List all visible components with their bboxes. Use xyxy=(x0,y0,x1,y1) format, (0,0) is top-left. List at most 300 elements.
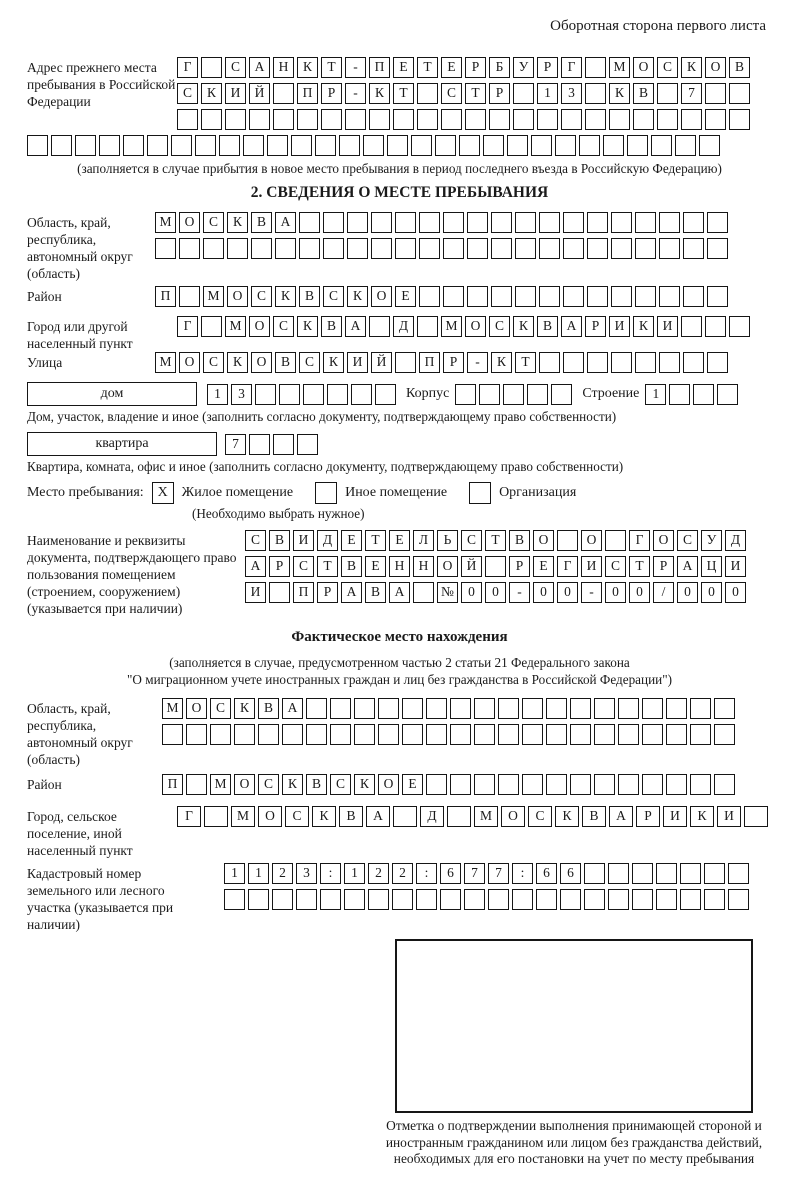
char-cell xyxy=(563,286,584,307)
char-cell xyxy=(162,724,183,745)
char-cell: Р xyxy=(489,83,510,104)
char-cell: 7 xyxy=(225,434,246,455)
house-caption: Дом, участок, владение и иное (заполнить согласно документу, подтверждающему право собственности) xyxy=(27,409,617,424)
char-cell xyxy=(291,135,312,156)
char-cell xyxy=(632,863,653,884)
char-cell: Д xyxy=(725,530,746,551)
char-cell xyxy=(219,135,240,156)
char-cell xyxy=(330,698,351,719)
char-cell: Й xyxy=(371,352,392,373)
char-cell: А xyxy=(282,698,303,719)
char-cell xyxy=(587,238,608,259)
char-cell: С xyxy=(657,57,678,78)
char-cell: О xyxy=(501,806,525,827)
char-cell xyxy=(186,724,207,745)
char-cell: С xyxy=(330,774,351,795)
char-cell: В xyxy=(729,57,750,78)
char-cell xyxy=(251,238,272,259)
char-cell xyxy=(243,135,264,156)
char-cell xyxy=(563,352,584,373)
char-cell: С xyxy=(441,83,462,104)
char-cell: С xyxy=(677,530,698,551)
char-cell: И xyxy=(657,316,678,337)
char-cell xyxy=(321,109,342,130)
char-cell xyxy=(179,286,200,307)
char-cell xyxy=(584,889,605,910)
char-cell xyxy=(395,212,416,233)
char-cell xyxy=(491,212,512,233)
char-cell xyxy=(563,212,584,233)
char-cell: П xyxy=(297,83,318,104)
char-cell xyxy=(705,83,726,104)
char-cell xyxy=(744,806,768,827)
char-cell xyxy=(447,806,471,827)
char-cell xyxy=(177,109,198,130)
char-cell xyxy=(371,212,392,233)
char-cell: : xyxy=(320,863,341,884)
option-zhiloe-label: Жилое помещение xyxy=(181,485,294,500)
char-cell: С xyxy=(245,530,266,551)
cadastral-row-1 xyxy=(224,863,749,884)
char-cell xyxy=(474,724,495,745)
char-cell xyxy=(729,316,750,337)
fact-city-block xyxy=(27,806,772,859)
char-cell xyxy=(656,863,677,884)
char-cell xyxy=(315,135,336,156)
char-cell: И xyxy=(663,806,687,827)
char-cell xyxy=(269,582,290,603)
char-cell xyxy=(570,774,591,795)
house-number-cells xyxy=(207,384,396,405)
char-cell: В xyxy=(299,286,320,307)
char-cell: С xyxy=(210,698,231,719)
char-cell xyxy=(179,238,200,259)
char-cell xyxy=(393,806,417,827)
char-cell: О xyxy=(633,57,654,78)
char-cell xyxy=(611,352,632,373)
char-cell: К xyxy=(227,212,248,233)
checkbox-zhiloe: X xyxy=(152,482,174,504)
char-cell: Е xyxy=(365,556,386,577)
city-label: Город или другой населенный пункт xyxy=(27,319,133,351)
char-cell: С xyxy=(203,352,224,373)
char-cell: Й xyxy=(249,83,270,104)
char-cell: О xyxy=(653,530,674,551)
char-cell: 1 xyxy=(645,384,666,405)
char-cell: О xyxy=(581,530,602,551)
char-cell xyxy=(123,135,144,156)
char-cell: С xyxy=(225,57,246,78)
char-cell xyxy=(515,212,536,233)
char-cell: К xyxy=(234,698,255,719)
char-cell xyxy=(585,83,606,104)
char-cell xyxy=(705,109,726,130)
char-cell xyxy=(585,109,606,130)
char-cell: О xyxy=(465,316,486,337)
char-cell xyxy=(75,135,96,156)
prev-address-label: Адрес прежнего места пребывания в Российской Федерации xyxy=(27,60,176,109)
char-cell: Г xyxy=(177,57,198,78)
char-cell: Ц xyxy=(701,556,722,577)
char-cell xyxy=(297,434,318,455)
char-cell xyxy=(594,774,615,795)
city-row xyxy=(177,316,750,337)
char-cell: 0 xyxy=(485,582,506,603)
char-cell xyxy=(522,698,543,719)
char-cell xyxy=(417,316,438,337)
char-cell: К xyxy=(491,352,512,373)
cadastral-block xyxy=(27,863,772,933)
document-row-1 xyxy=(245,530,746,551)
char-cell xyxy=(272,889,293,910)
char-cell xyxy=(705,316,726,337)
char-cell xyxy=(539,238,560,259)
char-cell: И xyxy=(717,806,741,827)
char-cell: В xyxy=(275,352,296,373)
char-cell: Т xyxy=(485,530,506,551)
char-cell xyxy=(539,212,560,233)
char-cell xyxy=(608,863,629,884)
char-cell xyxy=(27,135,48,156)
char-cell xyxy=(714,698,735,719)
char-cell xyxy=(296,889,317,910)
char-cell: К xyxy=(555,806,579,827)
char-cell xyxy=(618,724,639,745)
char-cell: В xyxy=(509,530,530,551)
char-cell: Р xyxy=(269,556,290,577)
char-cell xyxy=(546,698,567,719)
char-cell: К xyxy=(369,83,390,104)
char-cell xyxy=(707,238,728,259)
char-cell xyxy=(402,724,423,745)
char-cell: Т xyxy=(629,556,650,577)
char-cell: : xyxy=(416,863,437,884)
char-cell: Д xyxy=(420,806,444,827)
char-cell xyxy=(275,238,296,259)
char-cell xyxy=(435,135,456,156)
char-cell xyxy=(419,238,440,259)
char-cell xyxy=(234,724,255,745)
char-cell xyxy=(171,135,192,156)
char-cell: У xyxy=(701,530,722,551)
char-cell xyxy=(522,774,543,795)
char-cell: К xyxy=(354,774,375,795)
street-row xyxy=(155,352,728,373)
char-cell: Е xyxy=(402,774,423,795)
char-cell: И xyxy=(245,582,266,603)
char-cell: О xyxy=(249,316,270,337)
char-cell xyxy=(450,724,471,745)
char-cell xyxy=(320,889,341,910)
char-cell xyxy=(561,109,582,130)
checkbox-inoe xyxy=(315,482,337,504)
char-cell: Т xyxy=(317,556,338,577)
char-cell xyxy=(570,724,591,745)
char-cell: К xyxy=(282,774,303,795)
char-cell xyxy=(657,109,678,130)
char-cell xyxy=(273,83,294,104)
char-cell xyxy=(327,384,348,405)
char-cell xyxy=(344,889,365,910)
char-cell xyxy=(483,135,504,156)
char-cell: 2 xyxy=(272,863,293,884)
char-cell xyxy=(249,109,270,130)
char-cell xyxy=(680,863,701,884)
char-cell: Р xyxy=(465,57,486,78)
char-cell: С xyxy=(203,212,224,233)
char-cell xyxy=(707,286,728,307)
prev-address-row-2 xyxy=(177,83,750,104)
char-cell: М xyxy=(203,286,224,307)
char-cell xyxy=(537,109,558,130)
char-cell: О xyxy=(179,212,200,233)
char-cell xyxy=(375,384,396,405)
char-cell xyxy=(515,286,536,307)
char-cell xyxy=(413,582,434,603)
char-cell: 0 xyxy=(629,582,650,603)
fact-district-label: Район xyxy=(27,777,62,792)
apartment-caption: Квартира, комната, офис и иное (заполнить согласно документу, подтверждающему право собственности) xyxy=(27,459,624,474)
char-cell xyxy=(587,352,608,373)
char-cell: Г xyxy=(177,806,201,827)
char-cell: У xyxy=(513,57,534,78)
house-type-box: дом xyxy=(27,382,197,406)
char-cell xyxy=(201,109,222,130)
char-cell: Е xyxy=(341,530,362,551)
char-cell: Н xyxy=(273,57,294,78)
char-cell xyxy=(354,724,375,745)
char-cell xyxy=(717,384,738,405)
char-cell xyxy=(690,774,711,795)
char-cell xyxy=(443,286,464,307)
district-block xyxy=(27,286,772,312)
char-cell xyxy=(491,238,512,259)
char-cell xyxy=(488,889,509,910)
char-cell: П xyxy=(369,57,390,78)
char-cell: К xyxy=(297,57,318,78)
char-cell: К xyxy=(513,316,534,337)
char-cell: О xyxy=(533,530,554,551)
char-cell: 3 xyxy=(561,83,582,104)
char-cell xyxy=(455,384,476,405)
char-cell: Т xyxy=(393,83,414,104)
char-cell xyxy=(395,352,416,373)
char-cell xyxy=(635,212,656,233)
char-cell: Л xyxy=(413,530,434,551)
char-cell xyxy=(551,384,572,405)
char-cell: Р xyxy=(537,57,558,78)
region-row-1 xyxy=(155,212,728,233)
char-cell: Р xyxy=(443,352,464,373)
char-cell xyxy=(417,109,438,130)
char-cell xyxy=(609,109,630,130)
char-cell: Н xyxy=(389,556,410,577)
char-cell: О xyxy=(227,286,248,307)
char-cell xyxy=(378,724,399,745)
region-block xyxy=(27,212,772,282)
char-cell: М xyxy=(210,774,231,795)
page-header-note: Оборотная сторона первого листа xyxy=(550,18,766,34)
house-block xyxy=(27,382,772,406)
char-cell xyxy=(513,83,534,104)
char-cell: : xyxy=(512,863,533,884)
char-cell xyxy=(417,83,438,104)
char-cell xyxy=(378,698,399,719)
char-cell xyxy=(297,109,318,130)
char-cell xyxy=(491,286,512,307)
char-cell: А xyxy=(561,316,582,337)
char-cell: 6 xyxy=(536,863,557,884)
char-cell: 7 xyxy=(464,863,485,884)
char-cell: С xyxy=(489,316,510,337)
char-cell xyxy=(611,212,632,233)
char-cell: К xyxy=(609,83,630,104)
char-cell: А xyxy=(609,806,633,827)
district-label: Район xyxy=(27,289,62,304)
stay-type-label: Место пребывания: xyxy=(27,485,144,500)
char-cell xyxy=(627,135,648,156)
char-cell xyxy=(507,135,528,156)
char-cell: 1 xyxy=(207,384,228,405)
document-row-2 xyxy=(245,556,746,577)
char-cell: К xyxy=(323,352,344,373)
char-cell: 0 xyxy=(677,582,698,603)
char-cell: 1 xyxy=(344,863,365,884)
actual-location-caption-2: "О миграционном учете иностранных граждан и лиц без гражданства в Российской Федерации") xyxy=(127,672,672,687)
char-cell xyxy=(681,109,702,130)
char-cell: О xyxy=(234,774,255,795)
char-cell xyxy=(465,109,486,130)
char-cell xyxy=(303,384,324,405)
char-cell xyxy=(498,774,519,795)
char-cell: 6 xyxy=(440,863,461,884)
char-cell xyxy=(669,384,690,405)
char-cell: 7 xyxy=(488,863,509,884)
char-cell xyxy=(323,212,344,233)
char-cell: К xyxy=(681,57,702,78)
char-cell: М xyxy=(441,316,462,337)
char-cell: Р xyxy=(585,316,606,337)
char-cell: Е xyxy=(395,286,416,307)
char-cell: С xyxy=(251,286,272,307)
char-cell: Ь xyxy=(437,530,458,551)
char-cell: М xyxy=(155,212,176,233)
char-cell: А xyxy=(366,806,390,827)
char-cell: Е xyxy=(393,57,414,78)
korpus-label: Корпус xyxy=(406,386,450,401)
char-cell xyxy=(563,238,584,259)
char-cell xyxy=(570,698,591,719)
district-row xyxy=(155,286,728,307)
document-label: Наименование и реквизиты документа, подтверждающего право пользования помещением (строением, сооружением) (указывается при наличии) xyxy=(27,533,237,616)
char-cell xyxy=(387,135,408,156)
char-cell xyxy=(605,530,626,551)
char-cell xyxy=(594,698,615,719)
char-cell: В xyxy=(258,698,279,719)
char-cell: М xyxy=(155,352,176,373)
char-cell: А xyxy=(341,582,362,603)
fact-city-label: Город, сельское поселение, иной населенный пункт xyxy=(27,809,133,858)
char-cell: П xyxy=(162,774,183,795)
char-cell xyxy=(464,889,485,910)
char-cell: И xyxy=(347,352,368,373)
char-cell xyxy=(201,316,222,337)
char-cell: 3 xyxy=(296,863,317,884)
char-cell: Г xyxy=(177,316,198,337)
char-cell: Е xyxy=(533,556,554,577)
cadastral-row-2 xyxy=(224,889,749,910)
char-cell xyxy=(642,774,663,795)
char-cell: П xyxy=(419,352,440,373)
char-cell: 0 xyxy=(701,582,722,603)
char-cell: В xyxy=(365,582,386,603)
char-cell xyxy=(351,384,372,405)
char-cell: Т xyxy=(515,352,536,373)
char-cell: - xyxy=(467,352,488,373)
char-cell: К xyxy=(201,83,222,104)
stay-type-block xyxy=(27,482,772,504)
char-cell xyxy=(248,889,269,910)
char-cell: О xyxy=(179,352,200,373)
char-cell xyxy=(714,774,735,795)
char-cell xyxy=(527,384,548,405)
char-cell xyxy=(633,109,654,130)
street-label: Улица xyxy=(27,355,63,370)
char-cell xyxy=(498,724,519,745)
char-cell xyxy=(369,109,390,130)
char-cell: К xyxy=(275,286,296,307)
char-cell: М xyxy=(231,806,255,827)
char-cell: Т xyxy=(417,57,438,78)
char-cell xyxy=(392,889,413,910)
char-cell: К xyxy=(227,352,248,373)
char-cell: 0 xyxy=(605,582,626,603)
char-cell xyxy=(651,135,672,156)
char-cell xyxy=(419,286,440,307)
char-cell xyxy=(729,83,750,104)
char-cell xyxy=(273,434,294,455)
char-cell xyxy=(690,724,711,745)
char-cell xyxy=(512,889,533,910)
char-cell xyxy=(426,774,447,795)
char-cell: А xyxy=(249,57,270,78)
char-cell xyxy=(513,109,534,130)
char-cell xyxy=(704,889,725,910)
char-cell xyxy=(416,889,437,910)
char-cell xyxy=(560,889,581,910)
char-cell: Г xyxy=(557,556,578,577)
char-cell xyxy=(585,57,606,78)
fact-region-block xyxy=(27,698,772,768)
char-cell xyxy=(347,212,368,233)
char-cell: С xyxy=(299,352,320,373)
char-cell: С xyxy=(528,806,552,827)
char-cell xyxy=(51,135,72,156)
char-cell xyxy=(255,384,276,405)
char-cell: С xyxy=(285,806,309,827)
char-cell: О xyxy=(437,556,458,577)
char-cell: Р xyxy=(636,806,660,827)
char-cell xyxy=(450,774,471,795)
char-cell xyxy=(503,384,524,405)
char-cell: В xyxy=(537,316,558,337)
char-cell: 3 xyxy=(231,384,252,405)
char-cell: 0 xyxy=(461,582,482,603)
char-cell: А xyxy=(345,316,366,337)
stay-type-hint: (Необходимо выбрать нужное) xyxy=(192,506,365,521)
char-cell xyxy=(587,286,608,307)
char-cell xyxy=(299,212,320,233)
